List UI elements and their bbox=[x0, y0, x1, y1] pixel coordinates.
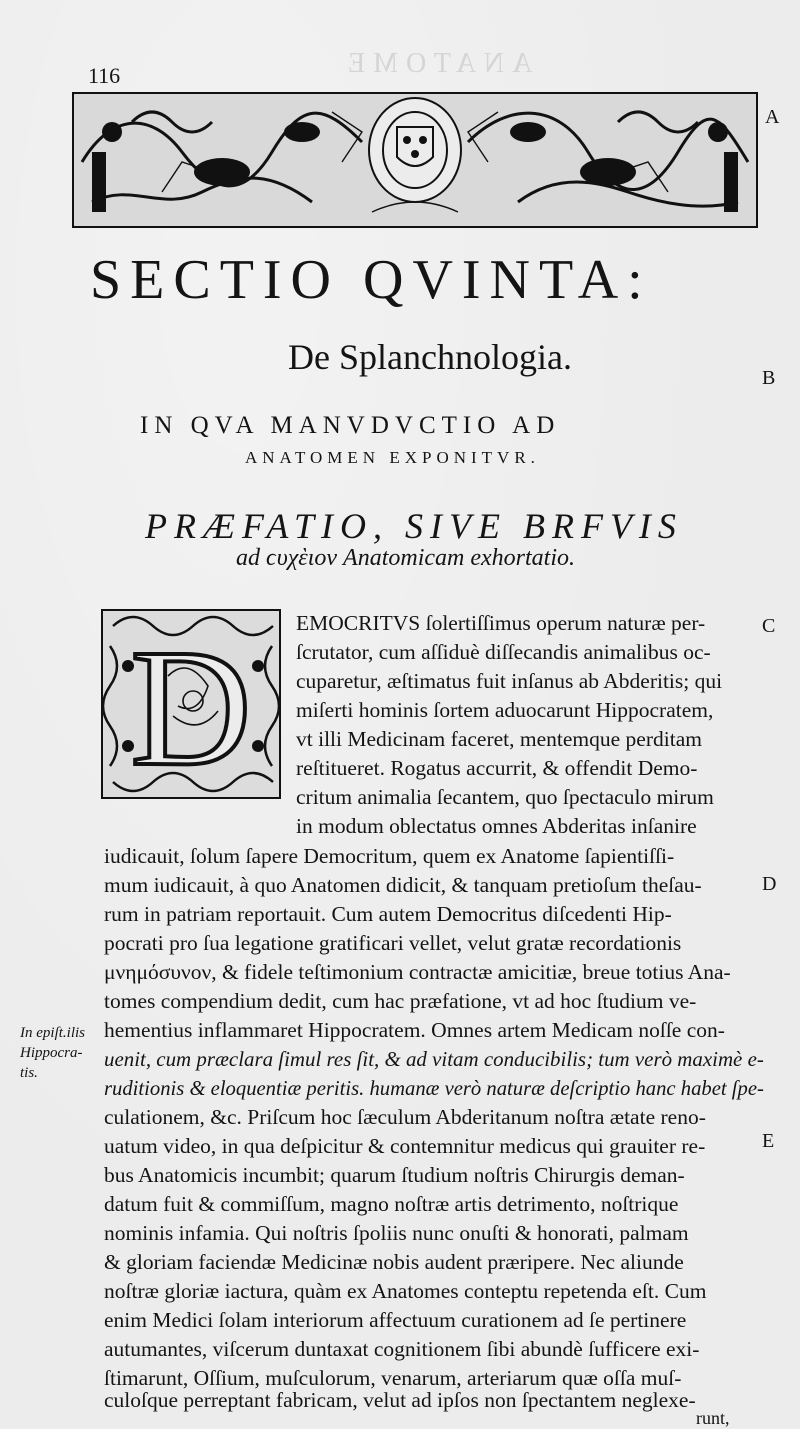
body-line: ſcrutator, cum aſſiduè diſſecandis animalibus oc- bbox=[296, 640, 711, 664]
body-line: ruditionis & eloquentiæ peritis. humanæ verò naturæ deſcriptio hanc habet ſpe- bbox=[104, 1076, 764, 1100]
headpiece-ornament bbox=[72, 92, 758, 228]
body-line: vt illi Medicinam faceret, mentemque perditam bbox=[296, 727, 702, 751]
body-line: iudicauit, ſolum ſapere Democritum, quem ex Anatome ſapientiſſi- bbox=[104, 844, 675, 868]
body-line: nominis infamia. Qui noſtris ſpoliis nunc onuſti & honorati, palmam bbox=[104, 1221, 689, 1245]
body-line: mum iudicauit, à quo Anatomen didicit, & tanquam pretioſum theſau- bbox=[104, 873, 702, 897]
body-line: reſtitueret. Rogatus accurrit, & offendit Demo- bbox=[296, 756, 698, 780]
body-line: & gloriam faciendæ Medicinæ nobis audent præripere. Nec aliunde bbox=[104, 1250, 684, 1274]
body-line: tomes compendium dedit, cum hac præfatione, vt ad hoc ſtudium ve- bbox=[104, 989, 697, 1013]
dropcap-letter: D bbox=[130, 615, 252, 801]
praefatio-subheading: ad ϲυχὲιον Anatomicam exhortatio. bbox=[236, 545, 576, 571]
marginal-note bbox=[20, 1023, 92, 1083]
body-line: critum animalia ſecantem, quo ſpectaculo mirum bbox=[296, 785, 714, 809]
body-line: cuparetur, æſtimatus fuit inſanus ab Abderitis; qui bbox=[296, 669, 723, 693]
marginal-note-line: In epiſt.ilis bbox=[20, 1025, 85, 1041]
body-line: rum in patriam reportauit. Cum autem Democritus diſcedenti Hip- bbox=[104, 902, 672, 926]
heading-line-anatomen: ANATOMEN EXPONITVR. bbox=[245, 448, 540, 467]
body-line: enim Medici ſolam interiorum affectuum curationem ad ſe pertinere bbox=[104, 1308, 687, 1332]
body-line: μνημόσυνον, & fidele teſtimonium contractæ amicitiæ, breue totius Ana- bbox=[104, 960, 731, 984]
section-title: SECTIO QVINTA: bbox=[90, 249, 652, 311]
margin-letter-d: D bbox=[762, 873, 777, 895]
praefatio-heading: PRÆFATIO, SIVE BRFVIS bbox=[145, 506, 683, 546]
heading-line-in-qua: IN QVA MANVDVCTIO AD bbox=[140, 412, 561, 439]
section-subtitle: De Splanchnologia. bbox=[288, 337, 572, 377]
marginal-note-line: Hippocra- bbox=[20, 1045, 83, 1061]
body-line: uatum video, in qua deſpicitur & contemnitur medicus qui grauiter re- bbox=[104, 1134, 706, 1158]
body-line: bus Anatomicis incumbit; quarum ſtudium noſtris Chirurgis deman- bbox=[104, 1163, 685, 1187]
margin-letter-b: B bbox=[762, 367, 776, 389]
body-line: autumantes, viſcerum duntaxat cognitionem ſibi abundè ſufficere exi- bbox=[104, 1337, 700, 1361]
margin-letter-c: C bbox=[762, 615, 776, 637]
page-number: 116 bbox=[88, 63, 121, 88]
bleed-through-running-head: ANATOME bbox=[340, 48, 533, 79]
body-line: EMOCRITVS ſolertiſſimus operum naturæ per- bbox=[296, 611, 706, 635]
dropcap-ornament bbox=[98, 606, 284, 802]
body-line: datum fuit & commiſſum, magno noſtræ artis detrimento, noſtrique bbox=[104, 1192, 679, 1216]
body-line: hementius inflammaret Hippocratem. Omnes artem Medicam noſſe con- bbox=[104, 1018, 725, 1042]
body-line: uenit, cum præclara ſimul res ſit, & ad vitam conducibilis; tum verò maximè e- bbox=[104, 1047, 764, 1071]
body-line: in modum oblectatus omnes Abderitas inſanire bbox=[296, 814, 697, 838]
margin-letter-e: E bbox=[762, 1130, 775, 1152]
body-line: pocrati pro ſua legatione gratificari vellet, velut gratæ recordationis bbox=[104, 931, 682, 955]
body-line: noſtræ gloriæ iactura, quàm ex Anatomes conteptu repetenda eſt. Cum bbox=[104, 1279, 707, 1303]
margin-letter-a: A bbox=[765, 106, 780, 128]
body-line: ſtimarunt, Oſſium, muſculorum, venarum, arteriarum quæ oſſa muſ- bbox=[104, 1366, 682, 1390]
body-line: runt, bbox=[696, 1408, 730, 1428]
body-line: culationem, &c. Priſcum hoc ſæculum Abderitanum noſtra ætate reno- bbox=[104, 1105, 706, 1129]
body-line: miſerti hominis ſortem aduocarunt Hippocratem, bbox=[296, 698, 714, 722]
marginal-note-line: tis. bbox=[20, 1065, 38, 1081]
body-line: culoſque perreptant fabricam, velut ad ipſos non ſpectantem neglexe- bbox=[104, 1388, 696, 1412]
